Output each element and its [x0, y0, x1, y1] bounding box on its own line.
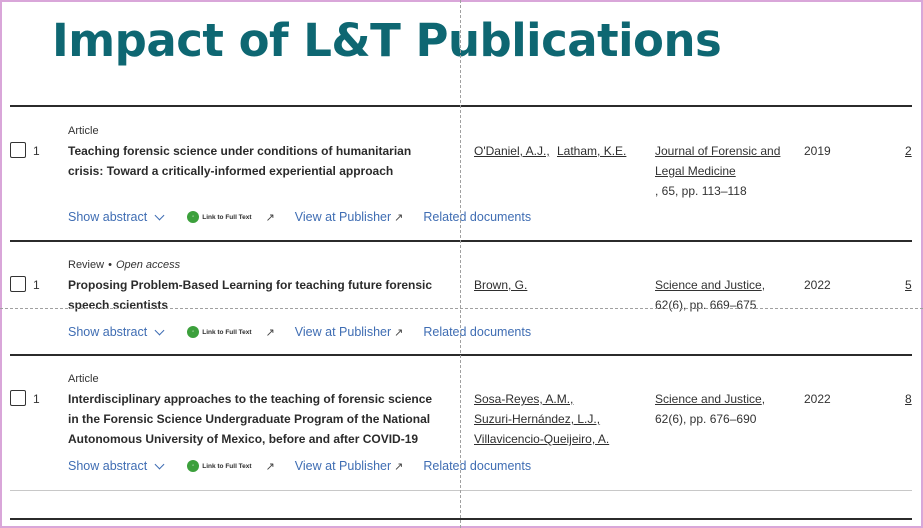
document-type: Article [68, 125, 99, 137]
external-link-icon: ↗ [265, 211, 275, 224]
link-to-full-text-icon: ◦ [187, 460, 199, 472]
journal-link[interactable]: Journal of Forensic and Legal Medicine [655, 144, 781, 178]
link-to-full-text-button[interactable]: ◦ Link to Full Text ↗ [187, 211, 275, 224]
result-number: 1 [33, 392, 40, 406]
link-to-full-text-button[interactable]: ◦ Link to Full Text ↗ [187, 326, 275, 339]
external-link-icon: ↗ [394, 460, 404, 473]
result-divider [10, 354, 912, 356]
document-title[interactable]: Teaching forensic science under conditions of humanitarian crisis: Toward a critically-informed experiential approach [68, 144, 412, 178]
view-at-publisher-link[interactable]: View at Publisher ↗ [294, 459, 404, 473]
chevron-down-icon [155, 459, 165, 469]
result-number: 1 [33, 278, 40, 292]
document-type: Article [68, 373, 99, 385]
slide-title: Impact of L&T Publications [52, 14, 722, 67]
link-to-full-text-button[interactable]: ◦ Link to Full Text ↗ [187, 460, 275, 473]
authors [474, 389, 644, 449]
chevron-down-icon [155, 325, 165, 335]
external-link-icon: ↗ [265, 326, 275, 339]
result-actions [68, 208, 531, 226]
link-to-full-text-icon: ◦ [187, 326, 199, 338]
related-documents-link[interactable]: Related documents [423, 325, 532, 339]
view-at-publisher-link[interactable]: View at Publisher ↗ [294, 325, 404, 339]
year: 2019 [804, 144, 831, 158]
select-checkbox[interactable] [10, 390, 26, 406]
result-actions [68, 457, 531, 475]
external-link-icon: ↗ [394, 326, 404, 339]
source [655, 141, 795, 201]
result-actions [68, 323, 531, 341]
select-checkbox[interactable] [10, 276, 26, 292]
related-documents-link[interactable]: Related documents [423, 459, 532, 473]
result-divider [10, 240, 912, 242]
journal-link[interactable]: Science and Justice [655, 278, 762, 292]
horizontal-guide-line [0, 308, 923, 309]
link-to-full-text-icon: ◦ [187, 211, 199, 223]
document-type: Review • Open access [68, 259, 181, 271]
view-at-publisher-link[interactable]: View at Publisher ↗ [294, 210, 404, 224]
open-access-label: Open access [115, 259, 181, 271]
results-top-divider [10, 105, 912, 107]
vertical-guide-line [460, 0, 461, 528]
citations-link[interactable]: 5 [905, 278, 912, 292]
document-title[interactable]: Proposing Problem-Based Learning for teaching future forensic speech scientists [68, 278, 433, 312]
author-link[interactable]: O'Daniel, A.J., [474, 144, 550, 158]
source [655, 275, 795, 315]
author-link[interactable]: Brown, G. [474, 278, 528, 292]
source-detail: , 65, pp. 113–118 [655, 184, 747, 198]
author-link[interactable]: Villavicencio-Queijeiro, A. [474, 432, 610, 446]
year: 2022 [804, 278, 831, 292]
external-link-icon: ↗ [394, 211, 404, 224]
citations-link[interactable]: 8 [905, 392, 912, 406]
citations-link[interactable]: 2 [905, 144, 912, 158]
chevron-down-icon [155, 210, 165, 220]
document-title[interactable]: Interdisciplinary approaches to the teaching of forensic science in the Forensic Science Undergraduate Program of the National Autonomous University of Mexico, before and after COVID-19 [68, 392, 433, 446]
source-detail: , 62(6), pp. 669–675 [655, 278, 766, 312]
show-abstract-button[interactable]: Show abstract [68, 325, 163, 339]
year: 2022 [804, 392, 831, 406]
source [655, 389, 795, 429]
authors [474, 141, 644, 161]
author-link[interactable]: Latham, K.E. [557, 144, 627, 158]
show-abstract-button[interactable]: Show abstract [68, 459, 163, 473]
result-divider [10, 490, 912, 491]
journal-link[interactable]: Science and Justice [655, 392, 762, 406]
source-detail: , 62(6), pp. 676–690 [655, 392, 766, 426]
related-documents-link[interactable]: Related documents [423, 210, 532, 224]
authors [474, 275, 644, 295]
result-number: 1 [33, 144, 40, 158]
select-checkbox[interactable] [10, 142, 26, 158]
results-bottom-divider [10, 518, 912, 520]
author-link[interactable]: Suzuri-Hernández, L.J., [474, 412, 601, 426]
external-link-icon: ↗ [265, 460, 275, 473]
author-link[interactable]: Sosa-Reyes, A.M., [474, 392, 574, 406]
show-abstract-button[interactable]: Show abstract [68, 210, 163, 224]
